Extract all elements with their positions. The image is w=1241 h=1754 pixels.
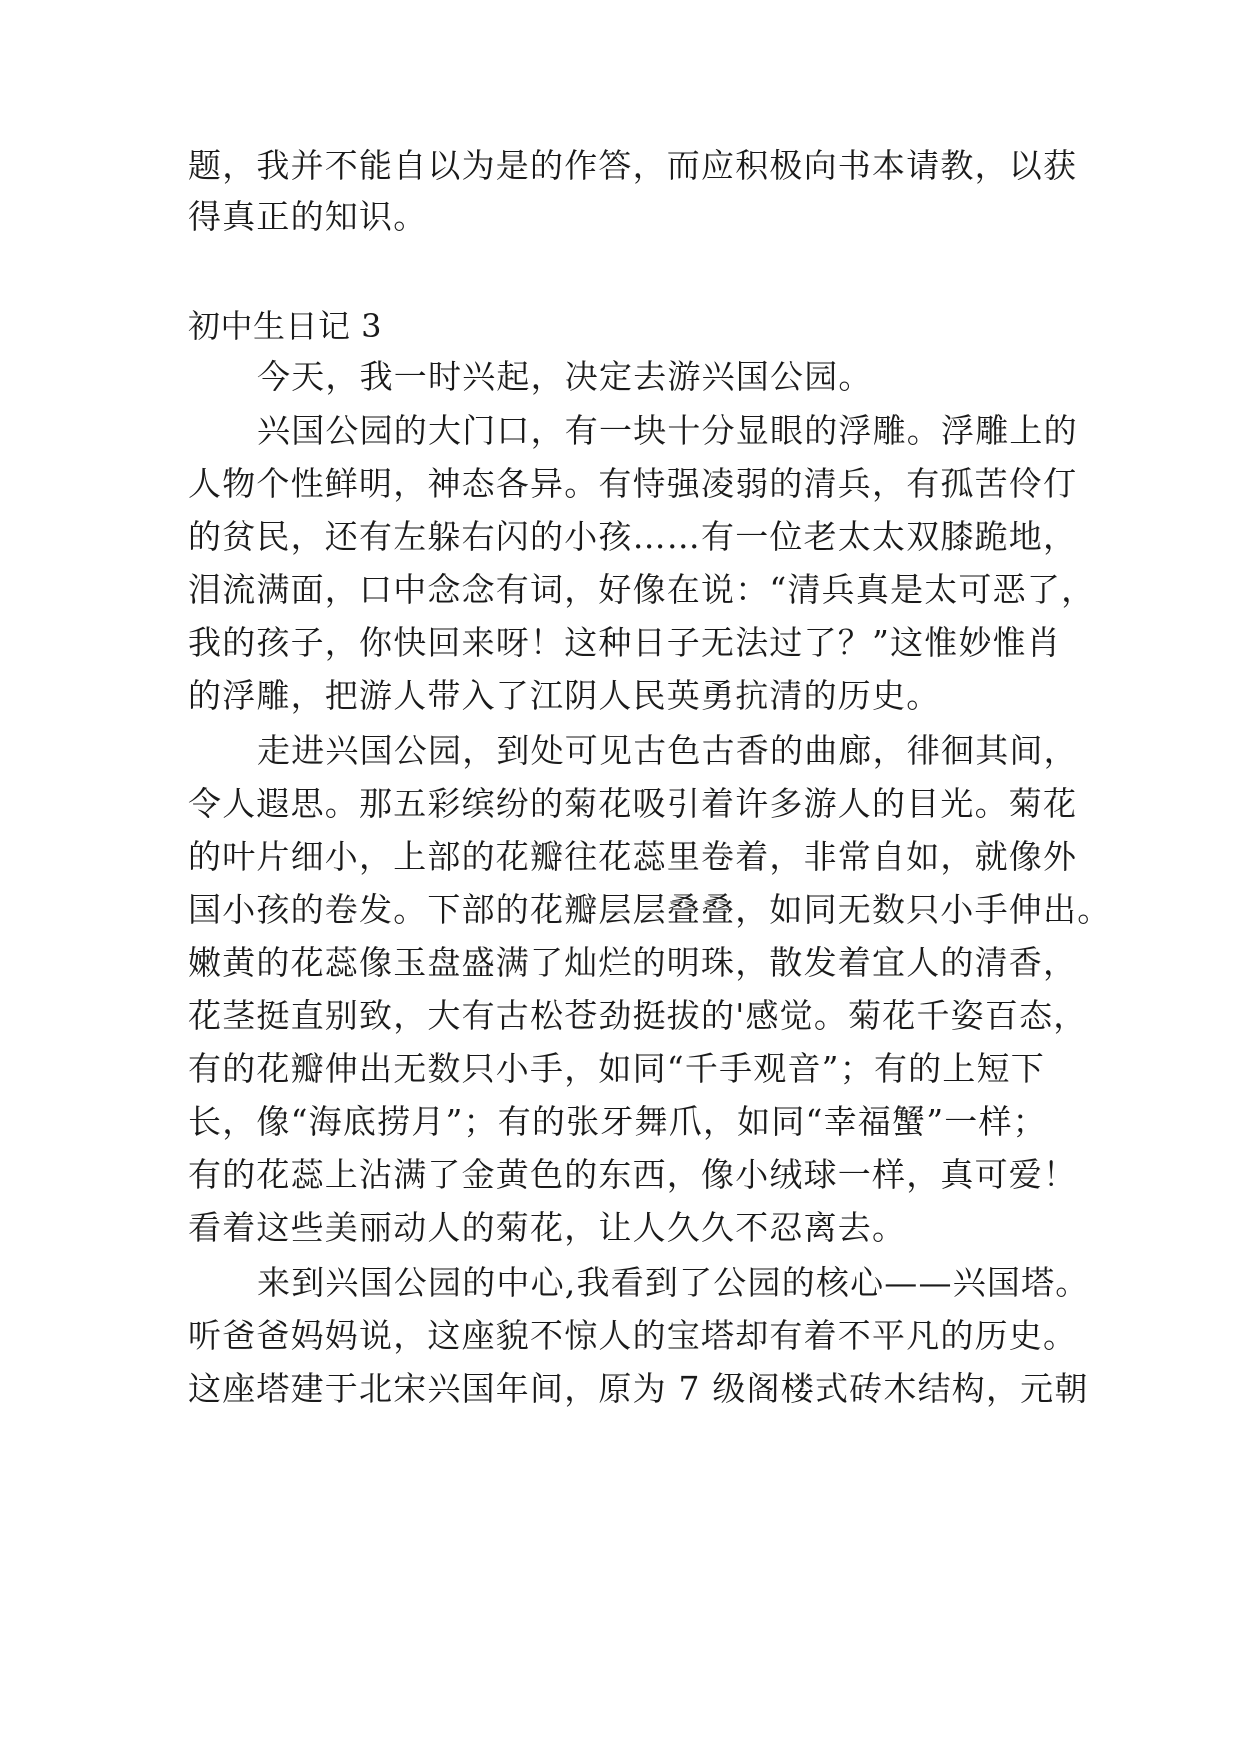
text-line: 今天，我一时兴起，决定去游兴国公园。 — [257, 357, 873, 396]
text-line: 泪流满面，口中念念有词，好像在说：“清兵真是太可恶了， — [188, 570, 1096, 609]
text-line: 人物个性鲜明，神态各异。有恃强凌弱的清兵，有孤苦伶仃 — [188, 464, 1078, 503]
text-line: 嫩黄的花蕊像玉盘盛满了灿烂的明珠，散发着宜人的清香， — [188, 943, 1078, 982]
text-line: 看着这些美丽动人的菊花，让人久久不忍离去。 — [188, 1208, 907, 1247]
text-line: 长，像“海底捞月”；有的张牙舞爪，如同“幸福蟹”一样； — [188, 1102, 1047, 1141]
text-line: 走进兴国公园，到处可见古色古香的曲廊，徘徊其间， — [257, 731, 1078, 770]
text-line: 有的花蕊上沾满了金黄色的东西，像小绒球一样，真可爱！ — [188, 1155, 1078, 1194]
text-line: 的叶片细小，上部的花瓣往花蕊里卷着，非常自如，就像外 — [188, 837, 1078, 876]
text-line: 的贫民，还有左躲右闪的小孩……有一位老太太双膝跪地， — [188, 517, 1078, 556]
section-title: 初中生日记 3 — [188, 307, 383, 345]
text-line: 听爸爸妈妈说，这座貌不惊人的宝塔却有着不平凡的历史。 — [188, 1316, 1078, 1355]
text-line: 得真正的知识。 — [188, 197, 428, 236]
text-line: 有的花瓣伸出无数只小手，如同“千手观音”；有的上短下 — [188, 1049, 1045, 1088]
text-line: 国小孩的卷发。下部的花瓣层层叠叠，如同无数只小手伸出。 — [188, 890, 1112, 929]
text-line: 来到兴国公园的中心,我看到了公园的核心——兴国塔。 — [257, 1263, 1090, 1302]
text-line: 令人遐思。那五彩缤纷的菊花吸引着许多游人的目光。菊花 — [188, 784, 1078, 823]
text-line: 兴国公园的大门口，有一块十分显眼的浮雕。浮雕上的 — [257, 411, 1078, 450]
text-line: 的浮雕，把游人带入了江阴人民英勇抗清的历史。 — [188, 676, 941, 715]
text-line: 我的孩子，你快回来呀！这种日子无法过了？”这惟妙惟肖 — [188, 623, 1062, 662]
text-line: 这座塔建于北宋兴国年间，原为 7 级阁楼式砖木结构，元朝 — [188, 1369, 1089, 1408]
text-line: 花茎挺直别致，大有古松苍劲挺拔的'感觉。菊花千姿百态， — [188, 996, 1088, 1035]
text-line: 题，我并不能自以为是的作答，而应积极向书本请教，以获 — [188, 146, 1078, 185]
